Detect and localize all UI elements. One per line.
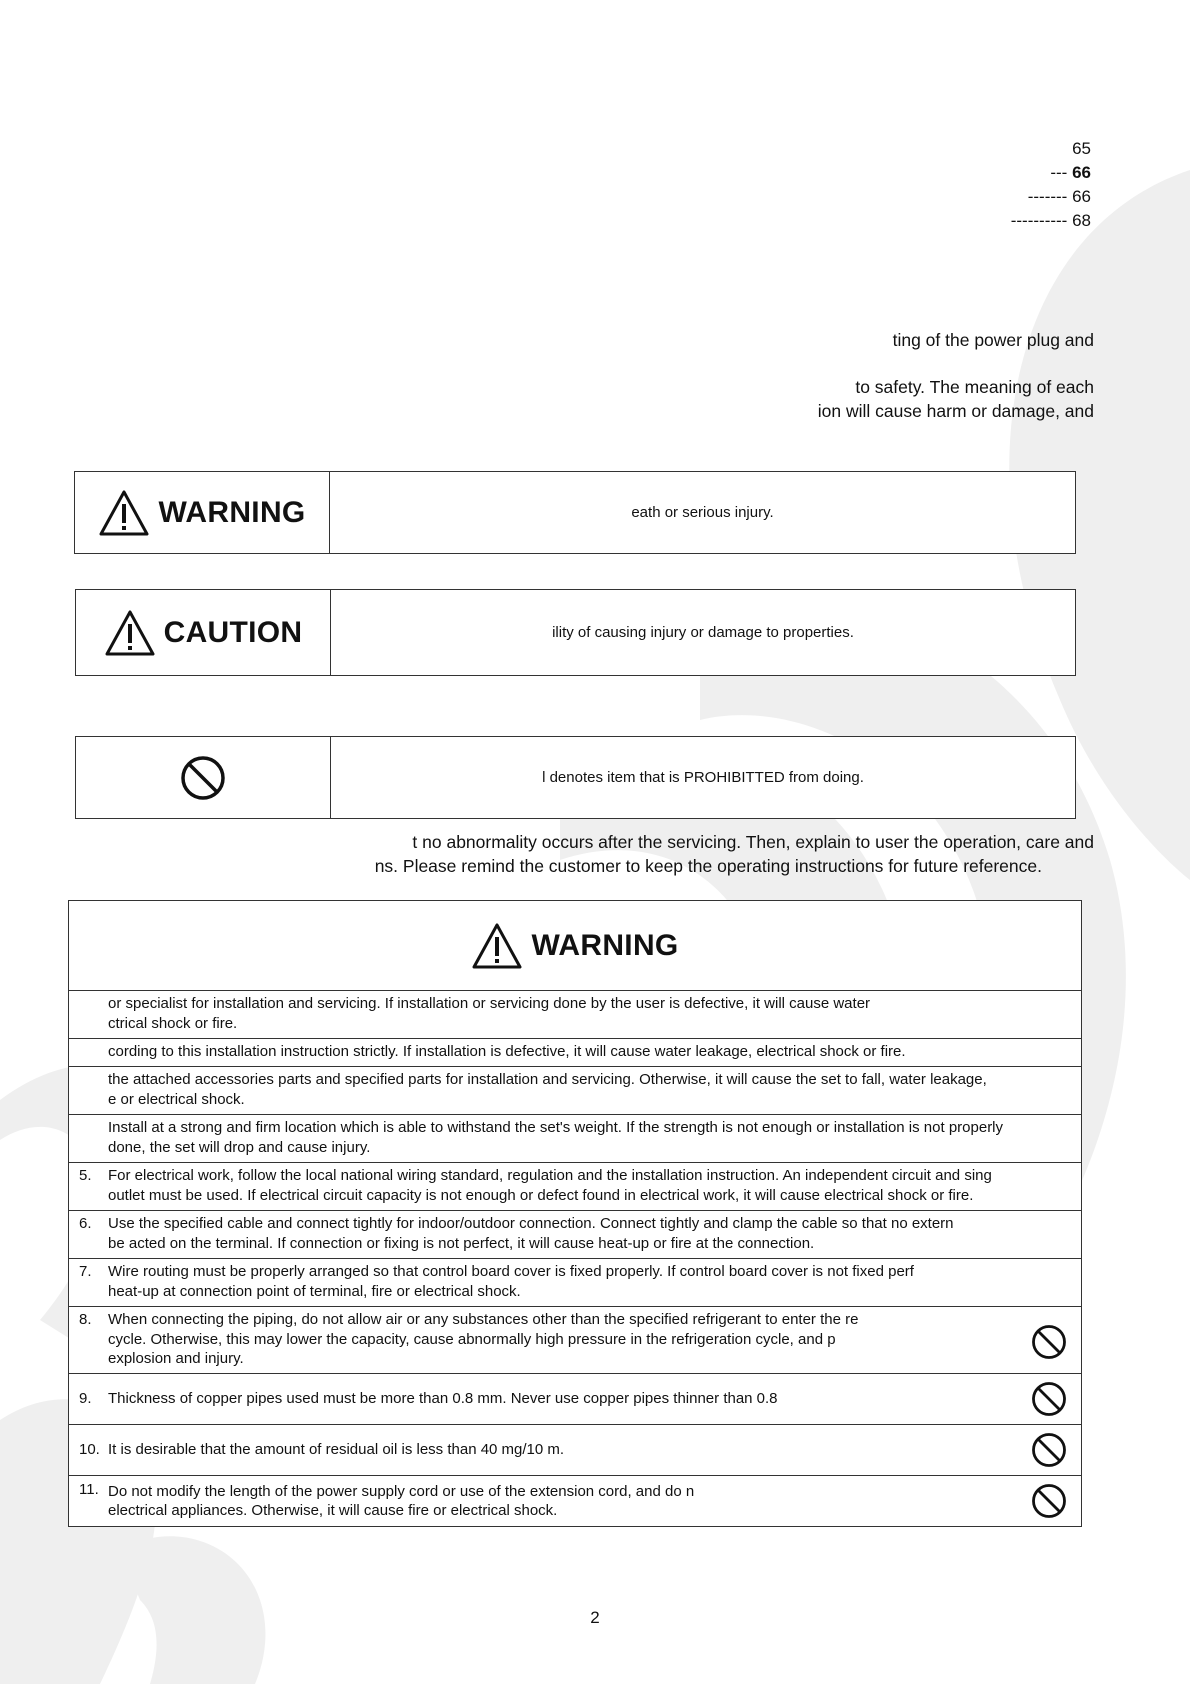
prohibited-icon	[180, 755, 226, 801]
table-row	[69, 1163, 1081, 1211]
row-number: 9.	[79, 1390, 92, 1408]
row-number: 7.	[79, 1263, 92, 1280]
prohibited-icon	[1031, 1432, 1067, 1468]
prohibited-symbol-description	[331, 737, 1075, 818]
warning-triangle-icon	[98, 489, 150, 537]
toc-row[interactable]: 65	[1072, 139, 1091, 158]
row-number: 11.	[79, 1481, 99, 1498]
caution-symbol-text: ility of causing injury or damage to properties.	[552, 624, 854, 641]
prohibited-icon-cell	[1017, 1432, 1081, 1468]
caution-symbol-cell	[76, 590, 331, 675]
intro-line: to safety. The meaning of each	[855, 377, 1094, 397]
intro-line: ion will cause harm or damage, and	[817, 401, 1094, 421]
row-text: For electrical work, follow the local national wiring standard, regulation and the installation instruction. An independent circuit and sing outlet must be used. If electrical circuit capacity is not enough or defect found in electrical work, it will cause electrical shock or fire.	[108, 1167, 992, 1204]
caution-triangle-icon	[104, 609, 156, 657]
row-number	[69, 994, 108, 1038]
row-number	[69, 1070, 108, 1114]
toc-row[interactable]: ---------- 68	[1010, 211, 1091, 230]
row-text: Thickness of copper pipes used must be more than 0.8 mm. Never use copper pipes thinner than 0.8	[108, 1390, 778, 1408]
row-text: the attached accessories parts and specified parts for installation and servicing. Otherwise, it will cause the set to fall, water leakage, e or electrical shock.	[108, 1071, 987, 1108]
table-row	[69, 1307, 1081, 1374]
toc-row[interactable]: ------- 66	[1027, 187, 1091, 206]
warning-symbol-cell	[75, 472, 330, 553]
row-text: Do not modify the length of the power supply cord or use of the extension cord, and do n electrical appliances. Otherwise, it will cause fire or electrical shock.	[108, 1482, 695, 1519]
table-row	[69, 1211, 1081, 1259]
table-row	[69, 1039, 1081, 1067]
page-number: 2	[590, 1608, 600, 1627]
prohibited-symbol-box	[75, 736, 1076, 819]
after-service-note: t no abnormality occurs after the servicing. Then, explain to user the operation, care and	[412, 832, 1094, 852]
after-service-note: ns. Please remind the customer to keep the operating instructions for future reference.	[374, 856, 1042, 876]
prohibited-icon	[1031, 1381, 1067, 1417]
table-row	[69, 1067, 1081, 1115]
toc-row[interactable]: --- 66	[1050, 163, 1091, 182]
row-number: 8.	[79, 1311, 92, 1328]
row-text: Install at a strong and firm location which is able to withstand the set's weight. If the strength is not enough or installation is not properly done, the set will drop and cause injury.	[108, 1119, 1004, 1156]
row-text: Wire routing must be properly arranged so that control board cover is fixed properly. If control board cover is not fixed perf heat-up at connection point of terminal, fire or electrical shock.	[108, 1263, 914, 1300]
warning-symbol-title: WARNING	[158, 495, 306, 529]
prohibited-icon-cell	[1017, 1310, 1081, 1373]
warning-symbol-box	[74, 471, 1076, 554]
prohibited-symbol-text: l denotes item that is PROHIBITTED from doing.	[542, 769, 864, 786]
row-number: 10.	[79, 1441, 100, 1459]
caution-symbol-title: CAUTION	[163, 615, 303, 649]
table-row	[69, 1259, 1081, 1307]
warning-table	[68, 900, 1082, 1527]
prohibited-icon-cell	[1017, 1483, 1081, 1519]
row-number	[69, 1118, 108, 1162]
row-text: or specialist for installation and servicing. If installation or servicing done by the user is defective, it will cause water ctrical shock or fire.	[108, 995, 871, 1032]
caution-symbol-box	[75, 589, 1076, 676]
table-row	[69, 1476, 1081, 1526]
caution-symbol-description	[331, 590, 1075, 675]
row-number: 6.	[79, 1215, 92, 1232]
row-text: It is desirable that the amount of residual oil is less than 40 mg/10 m.	[108, 1441, 565, 1459]
prohibited-symbol-cell	[76, 737, 331, 818]
table-row	[69, 1425, 1081, 1476]
warning-symbol-text: eath or serious injury.	[631, 504, 774, 521]
row-number: 5.	[79, 1167, 92, 1184]
row-text: cording to this installation instruction strictly. If installation is defective, it will cause water leakage, electrical shock or fire.	[108, 1043, 906, 1060]
table-row	[69, 1115, 1081, 1163]
table-of-contents	[771, 137, 1091, 233]
warning-symbol-description	[330, 472, 1075, 553]
warning-table-header	[69, 901, 1081, 991]
row-text: Use the specified cable and connect tightly for indoor/outdoor connection. Connect tightly and clamp the cable so that no extern be acted on the terminal. If connection or fixing is not perfect, it will cause heat-up or fire at the connection.	[108, 1215, 954, 1252]
row-text: When connecting the piping, do not allow air or any substances other than the specified refrigerant to enter the re cycle. Otherwise, this may lower the capacity, cause abnormally high pressure in the refrigeration cycle, and p explosion and injury.	[108, 1311, 859, 1367]
row-number	[69, 1042, 108, 1066]
warning-table-title: WARNING	[531, 928, 679, 962]
table-row	[69, 991, 1081, 1039]
prohibited-icon	[1031, 1483, 1067, 1519]
warning-triangle-icon	[471, 922, 523, 970]
intro-line: ting of the power plug and	[892, 330, 1094, 350]
prohibited-icon	[1031, 1324, 1067, 1360]
table-row	[69, 1374, 1081, 1425]
prohibited-icon-cell	[1017, 1381, 1081, 1417]
